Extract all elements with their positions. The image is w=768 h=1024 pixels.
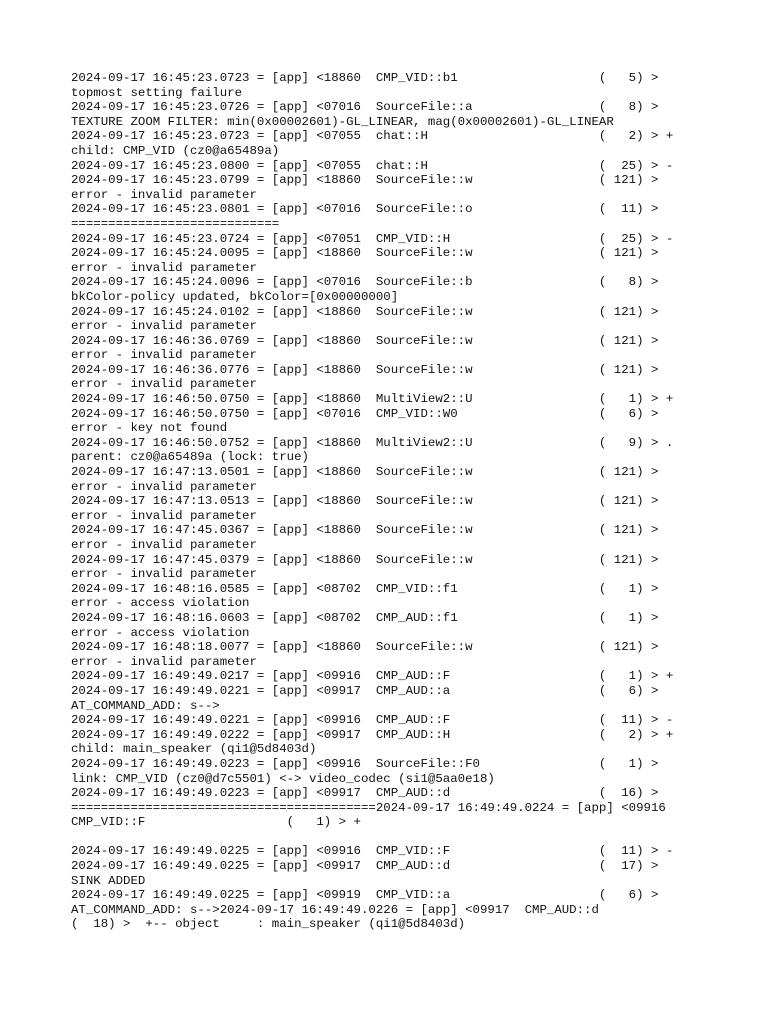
log-line: error - invalid parameter — [71, 319, 257, 334]
log-line: 2024-09-17 16:48:16.0585 = [app] <08702 CMP_VID::f1 ( 1) > — [71, 581, 659, 596]
log-line: SINK ADDED — [71, 873, 146, 888]
log-line: 2024-09-17 16:45:23.0723 = [app] <18860 CMP_VID::b1 ( 5) > — [71, 71, 659, 85]
log-line: 2024-09-17 16:49:49.0223 = [app] <09916 SourceFile::F0 ( 1) > — [71, 756, 659, 771]
log-line: 2024-09-17 16:49:49.0223 = [app] <09917 CMP_AUD::d ( 16) > — [71, 786, 659, 801]
log-line: 2024-09-17 16:47:13.0513 = [app] <18860 SourceFile::w ( 121) > — [71, 494, 659, 509]
log-line: 2024-09-17 16:45:24.0096 = [app] <07016 SourceFile::b ( 8) > — [71, 275, 659, 290]
log-line: error - invalid parameter — [71, 260, 257, 275]
log-line: error - invalid parameter — [71, 538, 257, 552]
log-line: ============================ — [71, 216, 280, 231]
log-line: 2024-09-17 16:47:13.0501 = [app] <18860 SourceFile::w ( 121) > — [71, 465, 659, 480]
log-line: 2024-09-17 16:48:16.0603 = [app] <08702 CMP_AUD::f1 ( 1) > — [71, 610, 659, 625]
log-line: 2024-09-17 16:45:23.0723 = [app] <07055 chat::H ( 2) > + — [71, 129, 674, 144]
log-line: 2024-09-17 16:49:49.0225 = [app] <09916 CMP_VID::F ( 11) > - — [71, 844, 674, 859]
log-text — [71, 71, 751, 932]
log-line: 2024-09-17 16:49:49.0217 = [app] <09916 CMP_AUD::F ( 1) > + — [71, 669, 674, 684]
log-line: 2024-09-17 16:48:18.0077 = [app] <18860 SourceFile::w ( 121) > — [71, 640, 659, 655]
log-line: error - invalid parameter — [71, 567, 257, 582]
log-line: 2024-09-17 16:46:50.0750 = [app] <18860 MultiView2::U ( 1) > + — [71, 392, 674, 407]
log-line: 2024-09-17 16:45:23.0801 = [app] <07016 SourceFile::o ( 11) > — [71, 202, 659, 217]
log-line: error - key not found — [71, 421, 228, 436]
log-line: bkColor-policy updated, bkColor=[0x00000000] — [71, 289, 399, 304]
log-line: 2024-09-17 16:47:45.0379 = [app] <18860 SourceFile::w ( 121) > — [71, 552, 659, 567]
log-line: 2024-09-17 16:49:49.0222 = [app] <09917 CMP_AUD::H ( 2) > + — [71, 727, 674, 742]
log-line: 2024-09-17 16:49:49.0225 = [app] <09917 CMP_AUD::d ( 17) > — [71, 859, 659, 874]
log-line: CMP_VID::F ( 1) > + — [71, 815, 361, 830]
log-line: 2024-09-17 16:45:24.0095 = [app] <18860 SourceFile::w ( 121) > — [71, 246, 659, 261]
log-line: 2024-09-17 16:49:49.0221 = [app] <09917 CMP_AUD::a ( 6) > — [71, 683, 659, 698]
log-line: error - invalid parameter — [71, 479, 257, 494]
log-line: 2024-09-17 16:45:23.0799 = [app] <18860 SourceFile::w ( 121) > — [71, 173, 659, 188]
log-line: 2024-09-17 16:47:45.0367 = [app] <18860 SourceFile::w ( 121) > — [71, 523, 659, 538]
log-line: 2024-09-17 16:46:36.0776 = [app] <18860 SourceFile::w ( 121) > — [71, 362, 659, 377]
log-line: error - access violation — [71, 625, 250, 640]
log-line: link: CMP_VID (cz0@d7c5501) <-> video_codec (si1@5aa0e18) — [71, 771, 495, 786]
log-line: 2024-09-17 16:46:50.0752 = [app] <18860 MultiView2::U ( 9) > . — [71, 435, 674, 450]
log-line: parent: cz0@a65489a (lock: true) — [71, 450, 309, 465]
log-line: error - invalid parameter — [71, 508, 257, 523]
log-line: TEXTURE ZOOM FILTER: min(0x00002601)-GL_LINEAR, mag(0x00002601)-GL_LINEAR — [71, 114, 614, 129]
log-line: error - access violation — [71, 596, 250, 611]
log-line: 2024-09-17 16:46:36.0769 = [app] <18860 SourceFile::w ( 121) > — [71, 333, 659, 348]
log-line: ( 18) > +-- object : main_speaker (qi1@5d8403d) — [71, 917, 466, 932]
log-line: 2024-09-17 16:46:50.0750 = [app] <07016 CMP_VID::W0 ( 6) > — [71, 406, 659, 421]
log-line: AT_COMMAND_ADD: s--> — [71, 698, 220, 713]
log-line: 2024-09-17 16:45:23.0800 = [app] <07055 chat::H ( 25) > - — [71, 158, 674, 173]
log-line: error - invalid parameter — [71, 377, 257, 392]
log-line: AT_COMMAND_ADD: s-->2024-09-17 16:49:49.0226 = [app] <09917 CMP_AUD::d — [71, 902, 599, 917]
log-line: error - invalid parameter — [71, 187, 257, 202]
log-line: 2024-09-17 16:49:49.0221 = [app] <09916 CMP_AUD::F ( 11) > - — [71, 713, 674, 728]
log-line: error - invalid parameter — [71, 348, 257, 363]
log-line — [71, 830, 751, 845]
log-line: topmost setting failure — [71, 85, 243, 100]
log-line: 2024-09-17 16:45:23.0724 = [app] <07051 CMP_VID::H ( 25) > - — [71, 231, 674, 246]
log-line: child: CMP_VID (cz0@a65489a) — [71, 143, 280, 158]
log-line: 2024-09-17 16:45:23.0726 = [app] <07016 SourceFile::a ( 8) > — [71, 100, 659, 115]
log-line: error - invalid parameter — [71, 654, 257, 669]
log-line: 2024-09-17 16:45:24.0102 = [app] <18860 SourceFile::w ( 121) > — [71, 304, 659, 319]
log-line: child: main_speaker (qi1@5d8403d) — [71, 742, 317, 757]
log-line: =========================================2024-09-17 16:49:49.0224 = [app] <09916 — [71, 800, 666, 815]
log-line: 2024-09-17 16:49:49.0225 = [app] <09919 CMP_VID::a ( 6) > — [71, 888, 659, 903]
